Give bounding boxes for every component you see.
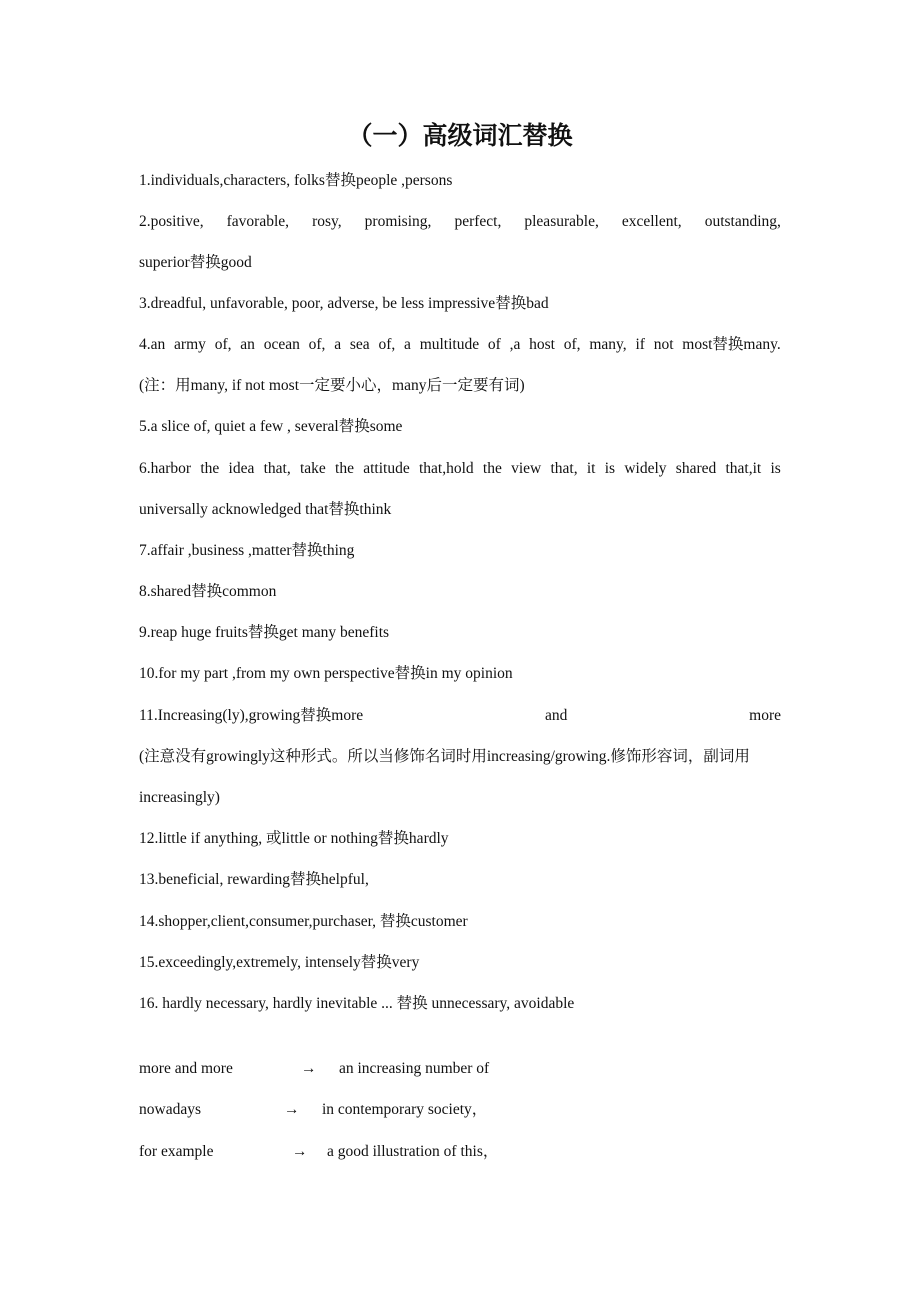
item-5: 5.a slice of, quiet a few , several替换some [139,418,403,435]
item-6-word: take [299,460,326,477]
replacement-pair [139,1057,781,1081]
item-4-word: of, [563,336,581,353]
item-6-continuation: universally acknowledged that替换think [139,501,392,518]
item-6-word: is [770,460,781,477]
page-title: （一）高级词汇替换 [347,121,573,150]
item-4-note: (注：用many, if not most一定要小心，many后一定要有词) [139,377,525,394]
item-10: 10.for my part ,from my own perspective替换in my opinion [139,665,513,682]
item-4-word: many, [589,336,627,353]
replacement-pair [139,1140,781,1164]
item-4 [139,333,781,357]
item-6-word: that, [263,460,291,477]
item-4-word: sea [349,336,370,353]
item-9: 9.reap huge fruits替换get many benefits [139,624,390,641]
item-11 [139,704,781,728]
arrow-icon: → [301,1060,317,1077]
item-4-word: a [334,336,342,353]
item-6-word: the [200,460,220,477]
item-14: 14.shopper,client,consumer,purchaser, 替换customer [139,913,468,930]
pair-source: nowadays [139,1101,201,1118]
item-6-word: the [335,460,354,477]
item-2-word: outstanding, [704,213,781,230]
item-8: 8.shared替换common [139,583,277,600]
pair-source: for example [139,1143,214,1160]
arrow-icon: → [292,1143,308,1160]
item-4-word: of [487,336,501,353]
item-4-word: 4.an [139,336,166,353]
item-4-word: of, [378,336,396,353]
item-11-word: 11.Increasing(ly),growing替换more [139,707,364,724]
item-4-word: an [240,336,255,353]
arrow-icon: → [284,1101,300,1118]
item-2-word: promising, [364,213,432,230]
item-12: 12.little if anything, 或little or nothing替换hardly [139,830,449,847]
item-11-note-end: increasingly) [139,789,220,806]
item-6-word: is [604,460,616,477]
item-13: 13.beneficial, rewarding替换helpful, [139,871,369,888]
item-2-continuation: superior替换good [139,254,252,271]
item-16: 16. hardly necessary, hardly inevitable ... 替换 unnecessary, avoidable [139,995,575,1012]
item-6-word: view [511,460,542,477]
item-4-word: a [404,336,411,353]
item-4-word: ,a [509,336,521,353]
item-2-word: favorable, [226,213,290,230]
item-4-word: not [653,336,674,353]
item-6-word: shared [675,460,717,477]
item-11-note: (注意没有growingly这种形式。所以当修饰名词时用increasing/growing.修饰形容词，副词用 [139,748,750,765]
item-3: 3.dreadful, unfavorable, poor, adverse, be less impressive替换bad [139,295,549,312]
item-6-word: the [482,460,502,477]
item-6-word: widely [624,460,667,477]
item-6-word: idea [228,460,255,477]
item-2-word: rosy, [312,213,342,230]
item-7: 7.affair ,business ,matter替换thing [139,542,355,559]
item-11-word: and [544,707,568,724]
item-2-word: excellent, [621,213,682,230]
item-6-word: that,hold [418,460,474,477]
replacement-pair [139,1098,781,1122]
item-2-word: perfect, [454,213,502,230]
pair-target: an increasing number of [339,1060,490,1077]
item-4-word: most替换many. [682,336,781,353]
item-4-word: if [635,336,645,353]
item-4-word: host [529,336,555,353]
item-6-word: attitude [363,460,410,477]
item-6-word: that,it [725,460,762,477]
item-2 [139,210,781,234]
pair-source: more and more [139,1060,233,1077]
pair-target: a good illustration of this， [327,1143,499,1160]
item-4-word: army [174,336,206,353]
item-6-word: it [586,460,596,477]
item-11-word: more [749,707,781,724]
item-6 [139,457,781,481]
item-2-word: pleasurable, [524,213,599,230]
item-15: 15.exceedingly,extremely, intensely替换very [139,954,420,971]
item-1: 1.individuals,characters, folks替换people ,persons [139,172,453,189]
item-6-word: that, [550,460,578,477]
item-4-word: ocean [263,336,300,353]
item-4-word: multitude [419,336,480,353]
item-4-word: of, [308,336,326,353]
pair-target: in contemporary society， [322,1101,488,1118]
item-4-word: of, [214,336,232,353]
item-6-word: 6.harbor [139,460,192,477]
item-2-word: 2.positive, [139,213,204,230]
